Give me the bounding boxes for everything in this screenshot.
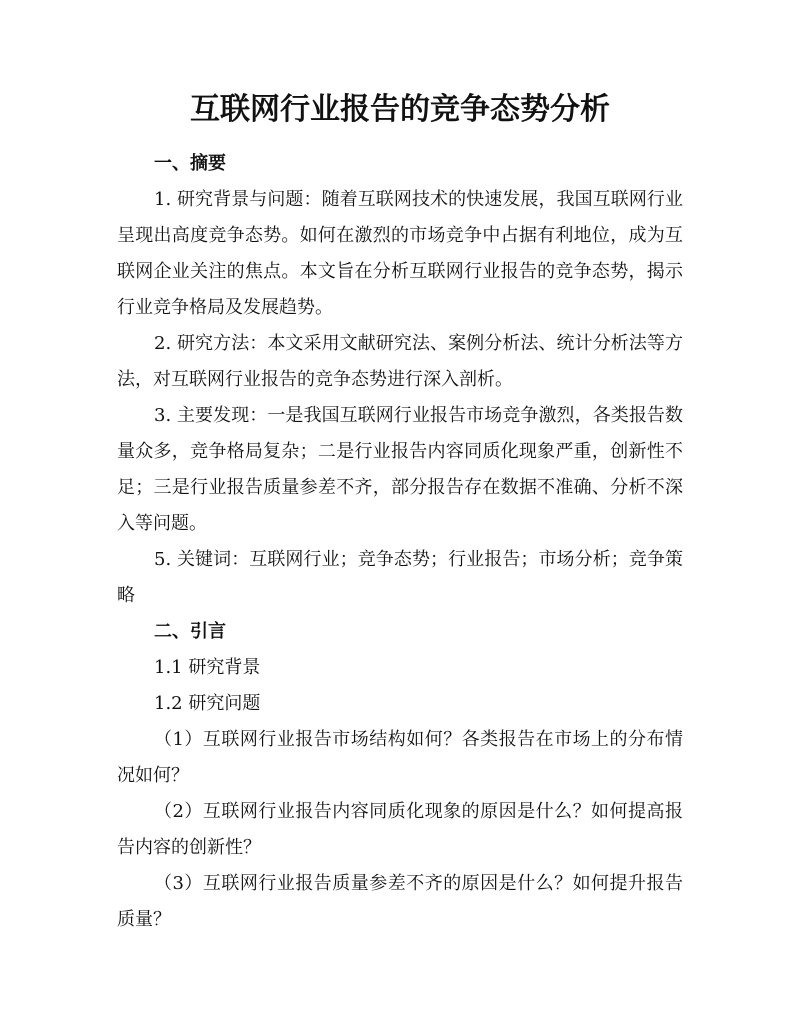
subsection-research-background: 1.1 研究背景 (154, 657, 261, 678)
document-body (117, 146, 683, 938)
document-title: 互联网行业报告的竞争态势分析 (190, 92, 610, 127)
subsection-research-questions: 1.2 研究问题 (154, 693, 261, 714)
abstract-paragraph-findings: 3. 主要发现：一是我国互联网行业报告市场竞争激烈，各类报告数量众多，竞争格局复杂；二是行业报告内容同质化现象严重，创新性不足；三是行业报告质量参差不齐，部分报告存在数据不准确、分析不深入等问题。 (117, 405, 683, 534)
abstract-paragraph-methods: 2. 研究方法：本文采用文献研究法、案例分析法、统计分析法等方法，对互联网行业报告的竞争态势进行深入剖析。 (117, 333, 683, 390)
research-question-2: （2）互联网行业报告内容同质化现象的原因是什么？如何提高报告内容的创新性？ (117, 801, 683, 858)
abstract-paragraph-keywords: 5. 关键词：互联网行业；竞争态势；行业报告；市场分析；竞争策略 (117, 549, 683, 606)
section-heading-introduction: 二、引言 (154, 621, 226, 642)
research-question-1: （1）互联网行业报告市场结构如何？各类报告在市场上的分布情况如何？ (117, 729, 683, 786)
abstract-paragraph-background: 1. 研究背景与问题：随着互联网技术的快速发展，我国互联网行业呈现出高度竞争态势。如何在激烈的市场竞争中占据有利地位，成为互联网企业关注的焦点。本文旨在分析互联网行业报告的竞争态势，揭示行业竞争格局及发展趋势。 (117, 189, 683, 318)
section-heading-abstract: 一、摘要 (154, 153, 226, 174)
research-question-3: （3）互联网行业报告质量参差不齐的原因是什么？如何提升报告质量？ (117, 873, 683, 930)
